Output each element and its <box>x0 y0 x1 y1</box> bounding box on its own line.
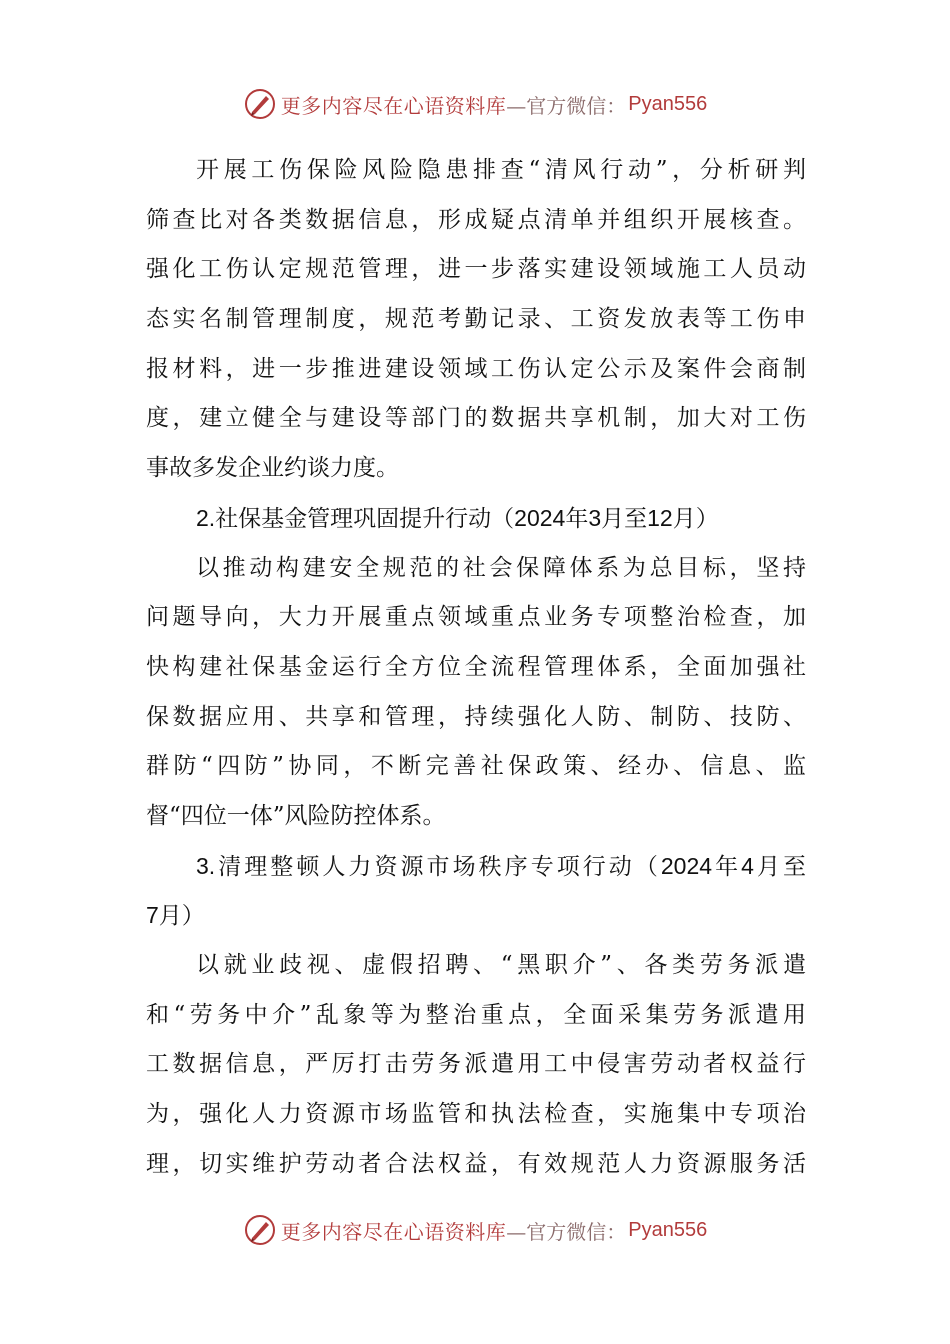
watermark-text: 更多内容尽在心语资料库 <box>280 93 507 118</box>
pen-logo-icon <box>243 1213 277 1247</box>
text-line: 快构建社保基金运行全方位全流程管理体系，全面加强社 <box>146 653 806 680</box>
text-line: 群防“四防”协同，不断完善社保政策、经办、信息、监 <box>146 753 806 780</box>
text-line: 开展工伤保险风险隐患排查“清风行动”，分析研判 <box>196 157 806 183</box>
footer-watermark <box>0 1210 950 1250</box>
section-heading-line: 3.清理整顿人力资源市场秩序专项行动（2024年4月至 <box>196 852 806 879</box>
text-line: 以推动构建安全规范的社会保障体系为总目标，坚持 <box>196 554 806 581</box>
watermark-wechat-id: Pyan556 <box>628 92 708 115</box>
text-line: 以就业歧视、虚假招聘、“黑职介”、各类劳务派遣 <box>196 952 806 978</box>
watermark-separator: —官方微信： <box>506 93 627 118</box>
watermark-separator: —官方微信： <box>506 1219 627 1244</box>
text-line: 工数据信息，严厉打击劳务派遣用工中侵害劳动者权益行 <box>146 1051 806 1078</box>
text-line: 督“四位一体”风险防控体系。 <box>146 802 446 829</box>
watermark-text: 更多内容尽在心语资料库 <box>280 1219 507 1244</box>
text-line: 态实名制管理制度，规范考勤记录、工资发放表等工伤申 <box>146 306 806 333</box>
watermark-wechat-id: Pyan556 <box>628 1218 708 1241</box>
text-line: 理，切实维护劳动者合法权益，有效规范人力资源服务活 <box>146 1150 806 1177</box>
header-watermark <box>0 84 950 124</box>
text-line: 事故多发企业约谈力度。 <box>146 455 399 482</box>
document-body <box>146 146 806 1189</box>
text-line: 保数据应用、共享和管理，持续强化人防、制防、技防、 <box>146 703 806 730</box>
text-line: 为，强化人力资源市场监管和执法检查，实施集中专项治 <box>146 1101 806 1128</box>
text-line: 和“劳务中介”乱象等为整治重点，全面采集劳务派遣用 <box>146 1001 806 1028</box>
text-line: 筛查比对各类数据信息，形成疑点清单并组织开展核查。 <box>146 206 806 233</box>
text-line: 问题导向，大力开展重点领域重点业务专项整治检查，加 <box>146 604 806 631</box>
pen-logo-icon <box>243 87 277 121</box>
text-line: 度，建立健全与建设等部门的数据共享机制，加大对工伤 <box>146 405 806 432</box>
text-line: 强化工伤认定规范管理，进一步落实建设领域施工人员动 <box>146 256 806 283</box>
section-heading-line: 2.社保基金管理巩固提升行动（2024年3月至12月） <box>196 504 719 531</box>
section-heading-line: 7月） <box>146 902 205 929</box>
text-line: 报材料，进一步推进建设领域工伤认定公示及案件会商制 <box>146 355 806 382</box>
